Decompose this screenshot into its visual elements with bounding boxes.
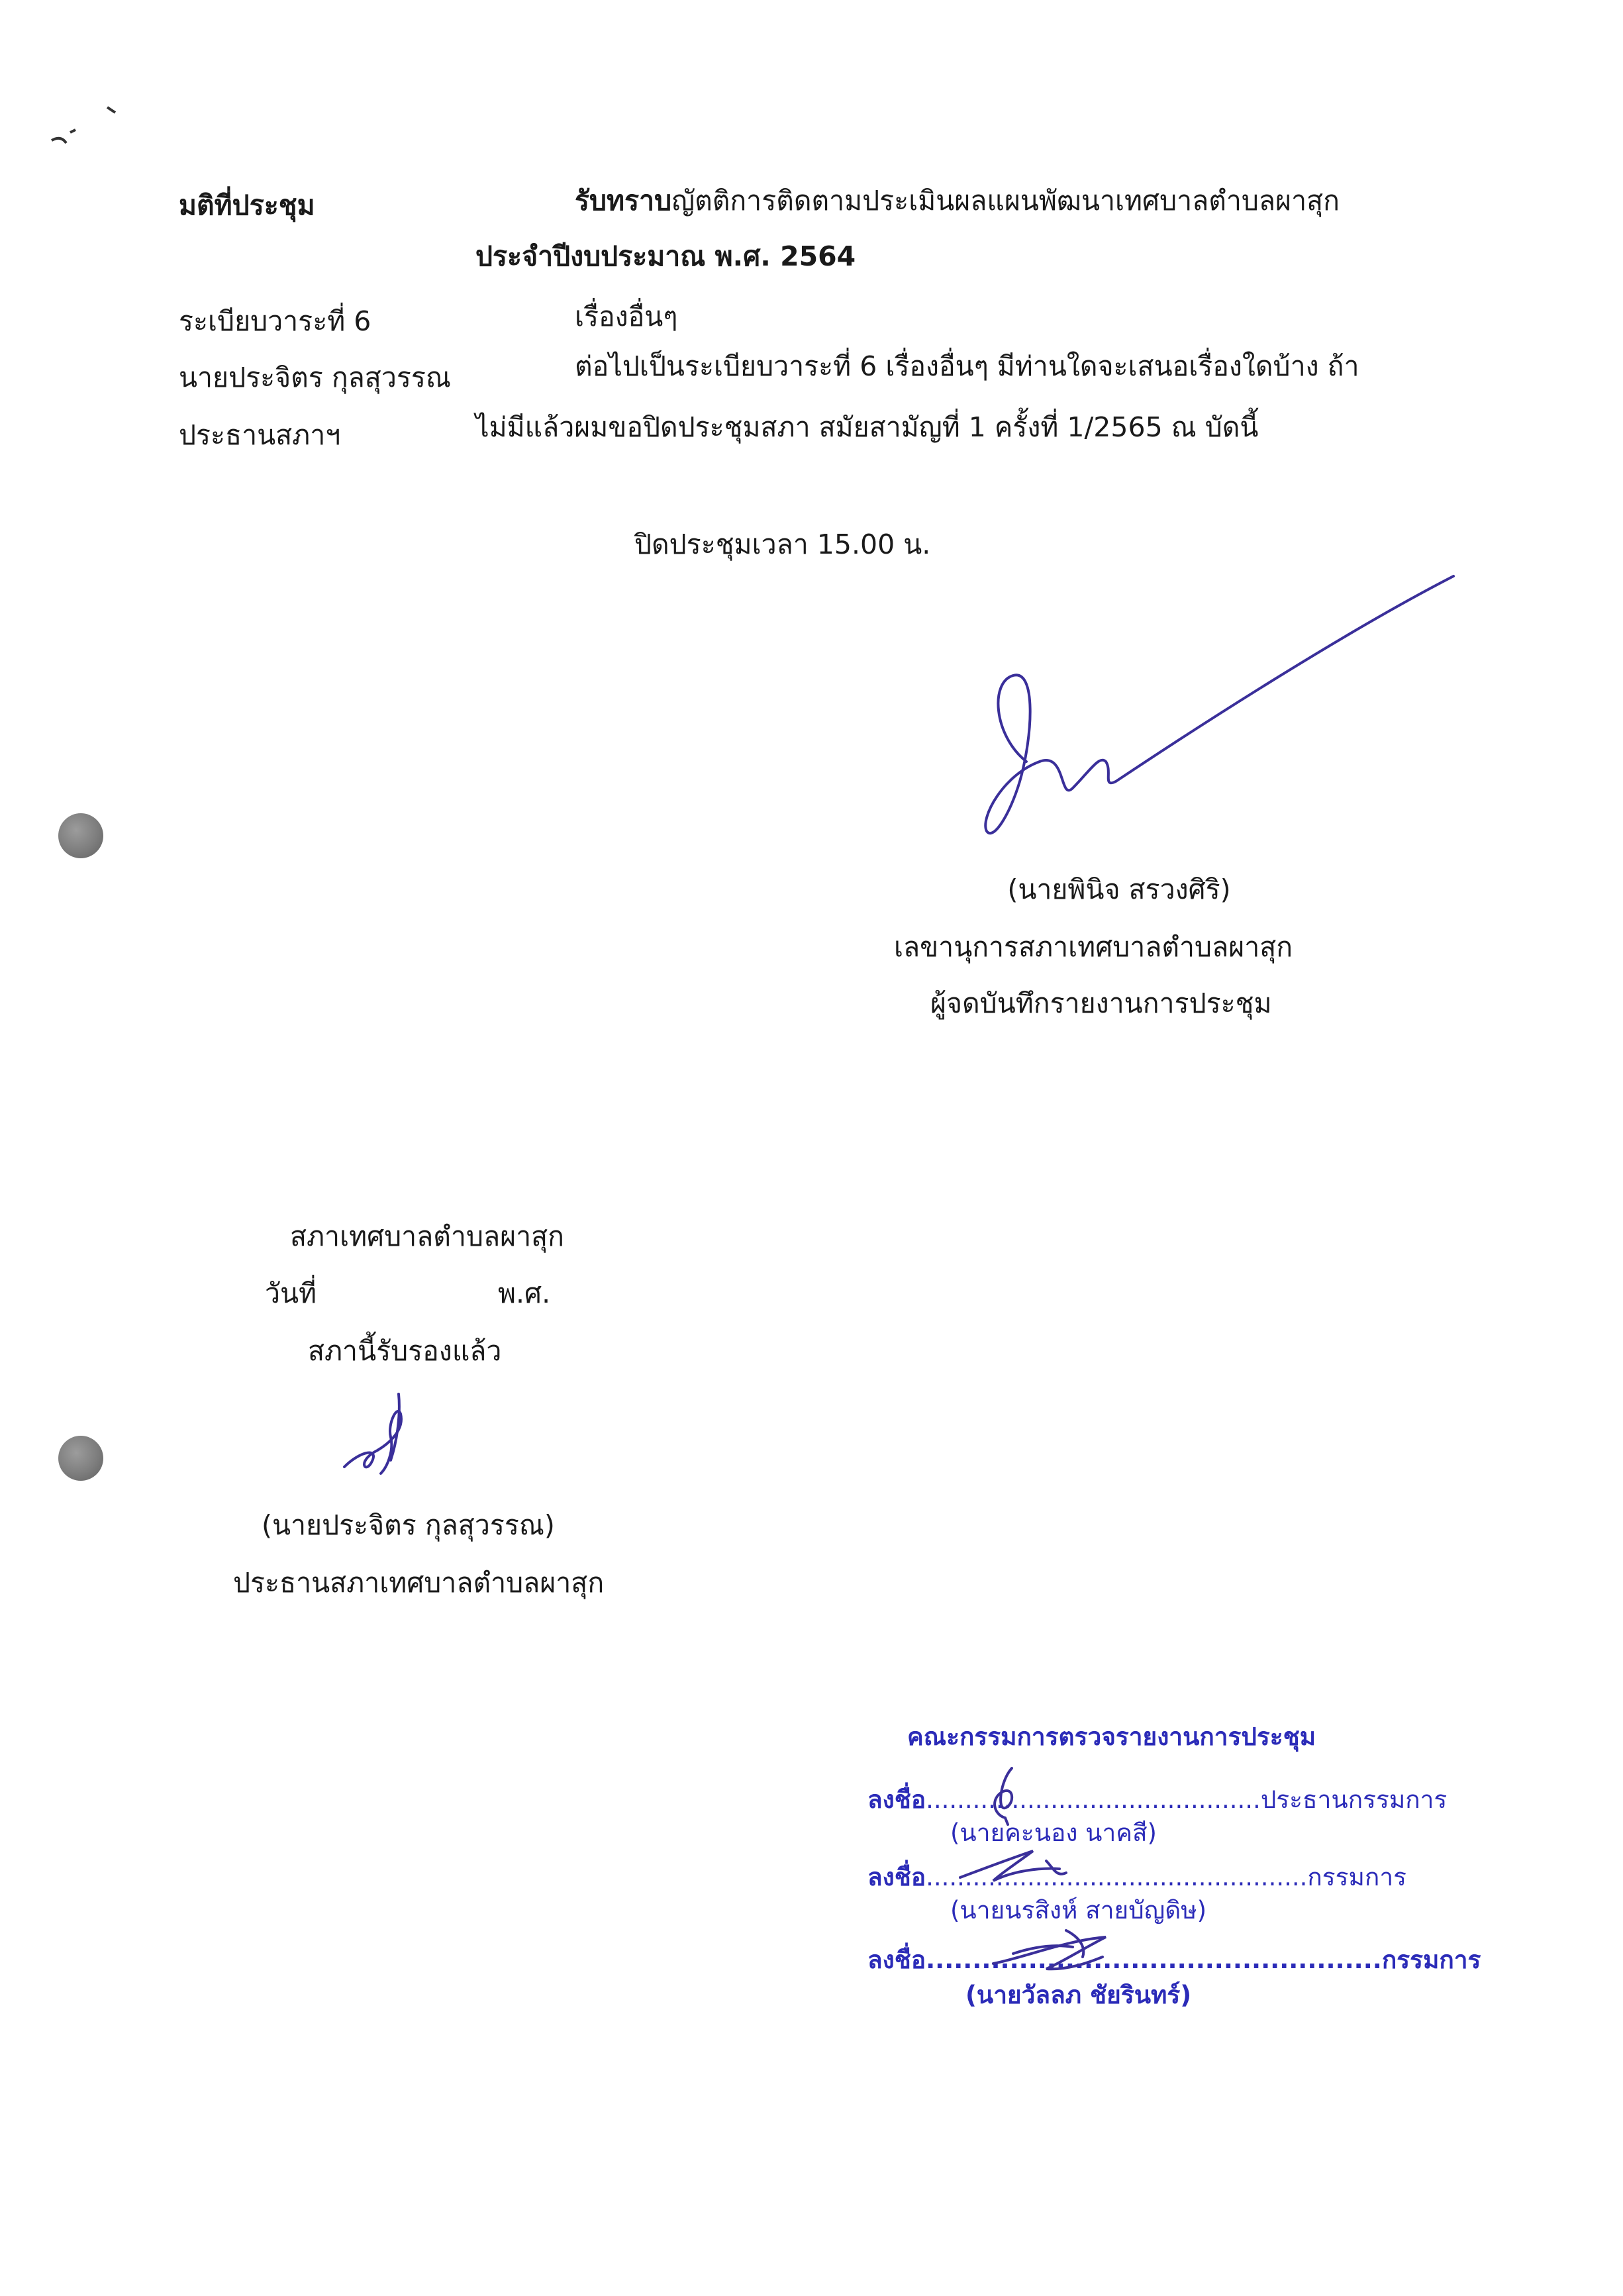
dotted-line: ................................................. <box>926 1863 1308 1891</box>
secretary-role: ผู้จดบันทึกรายงานการประชุม <box>930 987 1272 1019</box>
closing-time: ปิดประชุมเวลา 15.00 น. <box>634 528 931 560</box>
chairman-signature <box>324 1387 430 1487</box>
committee-sign-row-2 <box>867 1862 1406 1893</box>
dotted-line: ................................................. <box>926 1946 1382 1974</box>
committee-role-2: กรรมการ <box>1307 1863 1406 1891</box>
certification-date-label: วันที่ <box>265 1277 317 1309</box>
agenda-title: เรื่องอื่นๆ <box>575 301 678 332</box>
committee-role-1: ประธานกรรมการ <box>1260 1785 1448 1814</box>
resolution-acknowledged: รับทราบ <box>575 185 672 217</box>
committee-name-2: (นายนรสิงห์ สายบัญดิษ) <box>950 1896 1207 1924</box>
council-name: สภาเทศบาลตำบลผาสุก <box>290 1221 565 1252</box>
certification-approved: สภานี้รับรองแล้ว <box>308 1335 502 1367</box>
secretary-signature <box>967 563 1470 907</box>
dotted-line: ........................................... <box>926 1785 1261 1814</box>
committee-name-3: (นายวัลลภ ชัยรินทร์) <box>965 1981 1192 2009</box>
committee-signature-2 <box>954 1841 1086 1894</box>
speaker-text-line1: ต่อไปเป็นระเบียบวาระที่ 6 เรื่องอื่นๆ มีท่านใดจะเสนอเรื่องใดบ้าง ถ้า <box>575 350 1359 382</box>
punch-hole-top <box>58 813 103 858</box>
committee-title: คณะกรรมการตรวจรายงานการประชุม <box>907 1722 1316 1751</box>
resolution-motion: ญัตติการติดตามประเมินผลแผนพัฒนาเทศบาลตำบลผาสุก <box>671 185 1340 217</box>
speaker-name: นายประจิตร กุลสุวรรณ <box>179 362 451 393</box>
committee-role-3: กรรมการ <box>1381 1946 1481 1974</box>
committee-signature-1 <box>973 1762 1033 1828</box>
committee-signature-3 <box>987 1917 1139 1983</box>
committee-name-1: (นายคะนอง นาคสี) <box>950 1819 1157 1847</box>
committee-sign-row-3 <box>867 1945 1481 1975</box>
speaker-role: ประธานสภาฯ <box>179 419 341 451</box>
resolution-text <box>575 184 1340 218</box>
chairman-position: ประธานสภาเทศบาลตำบลผาสุก <box>233 1567 605 1599</box>
secretary-name: (นายพินิจ สรวงศิริ) <box>1007 873 1231 905</box>
committee-sign-row-1 <box>867 1785 1447 1815</box>
sign-label: ลงชื่อ <box>867 1785 926 1814</box>
certification-date-era: พ.ศ. <box>498 1277 551 1309</box>
sign-label: ลงชื่อ <box>867 1863 926 1891</box>
scan-mark <box>46 99 126 159</box>
agenda-label: ระเบียบวาระที่ 6 <box>179 305 371 337</box>
secretary-position: เลขานุการสภาเทศบาลตำบลผาสุก <box>894 931 1293 963</box>
sign-label: ลงชื่อ <box>867 1946 926 1974</box>
resolution-label: มติที่ประชุม <box>179 189 315 221</box>
resolution-fiscal-year: ประจำปีงบประมาณ พ.ศ. 2564 <box>475 240 856 272</box>
punch-hole-bottom <box>58 1436 103 1481</box>
speaker-text-line2: ไม่มีแล้วผมขอปิดประชุมสภา สมัยสามัญที่ 1 ครั้งที่ 1/2565 ณ บัดนี้ <box>475 411 1259 443</box>
chairman-name: (นายประจิตร กุลสุวรรณ) <box>262 1509 555 1541</box>
